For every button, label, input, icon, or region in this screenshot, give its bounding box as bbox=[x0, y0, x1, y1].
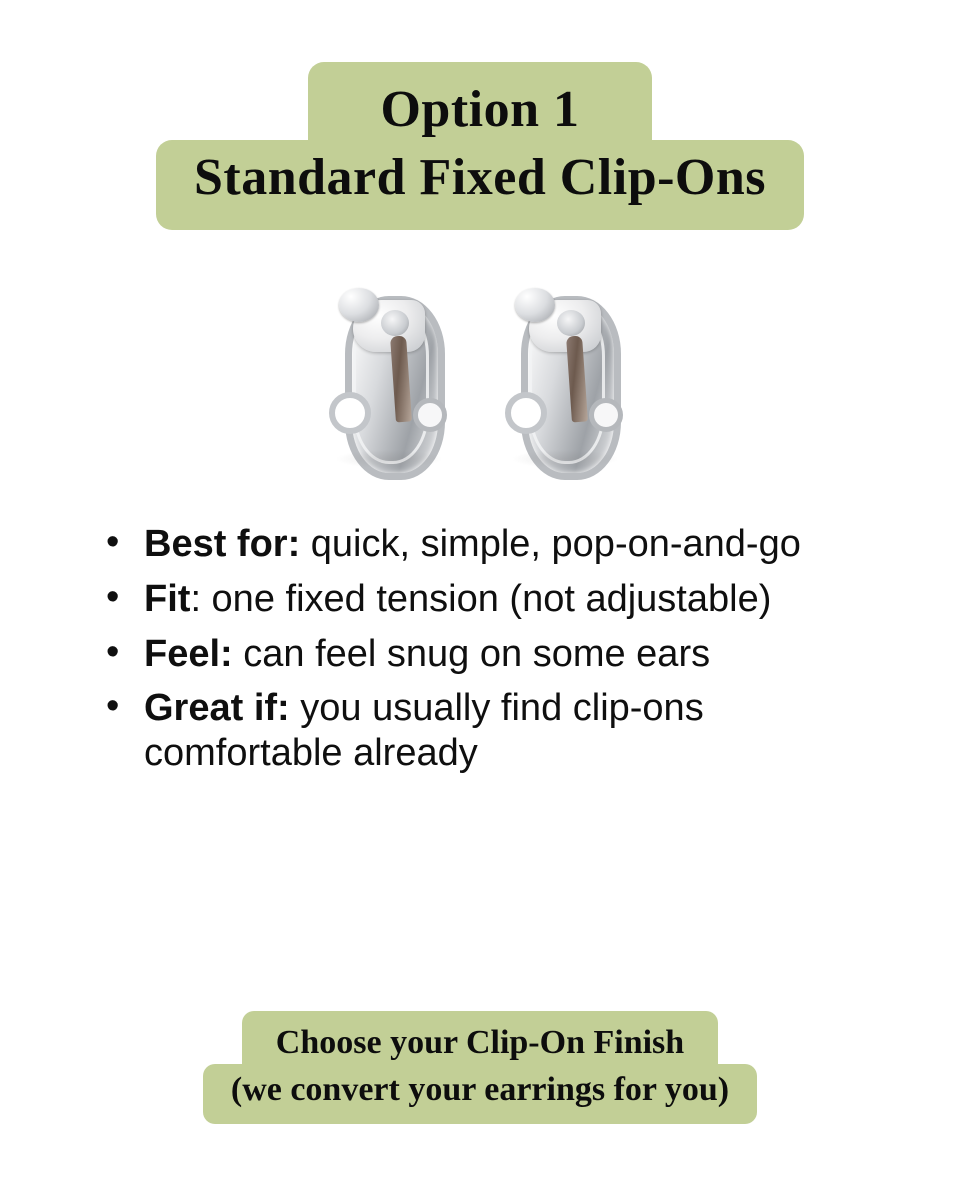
footer-call-to-action-line-1: Choose your Clip-On Finish bbox=[242, 1011, 718, 1069]
clip-hinge-icon bbox=[557, 310, 585, 336]
bullet-text: : one fixed tension (not adjustable) bbox=[190, 577, 772, 620]
clip-hinge-icon bbox=[381, 310, 409, 336]
clip-screw-ring-icon bbox=[413, 398, 447, 432]
list-item bbox=[102, 577, 872, 622]
header-banner bbox=[156, 62, 804, 230]
clip-knob-icon bbox=[339, 288, 379, 322]
list-item bbox=[102, 632, 872, 677]
clip-shadow bbox=[337, 450, 441, 468]
header-title-line-1: Option 1 bbox=[308, 62, 651, 146]
clip-on-finding-left bbox=[317, 274, 467, 489]
bullet-text: can feel snug on some ears bbox=[232, 632, 711, 675]
clip-on-earrings-image bbox=[270, 266, 690, 496]
clip-jump-ring-icon bbox=[329, 392, 371, 434]
bullet-text: you usually find clip-ons comfortable already bbox=[144, 687, 704, 775]
list-item bbox=[102, 686, 872, 776]
list-item bbox=[102, 522, 872, 567]
clip-screw-ring-icon bbox=[589, 398, 623, 432]
bullet-text: quick, simple, pop-on-and-go bbox=[300, 523, 801, 565]
footer-banner bbox=[0, 1011, 960, 1124]
bullet-label: Fit bbox=[144, 577, 191, 620]
footer-call-to-action-line-2: (we convert your earrings for you) bbox=[203, 1064, 757, 1124]
clip-knob-icon bbox=[515, 288, 555, 322]
bullet-label: Feel: bbox=[144, 632, 233, 675]
clip-on-finding-right bbox=[493, 274, 643, 489]
clip-jump-ring-icon bbox=[505, 392, 547, 434]
feature-bullet-list bbox=[0, 522, 960, 786]
bullet-label: Great if: bbox=[144, 687, 290, 730]
header-title-line-2: Standard Fixed Clip-Ons bbox=[156, 140, 804, 230]
bullet-label: Best for: bbox=[144, 523, 301, 565]
clip-shadow bbox=[513, 450, 617, 468]
